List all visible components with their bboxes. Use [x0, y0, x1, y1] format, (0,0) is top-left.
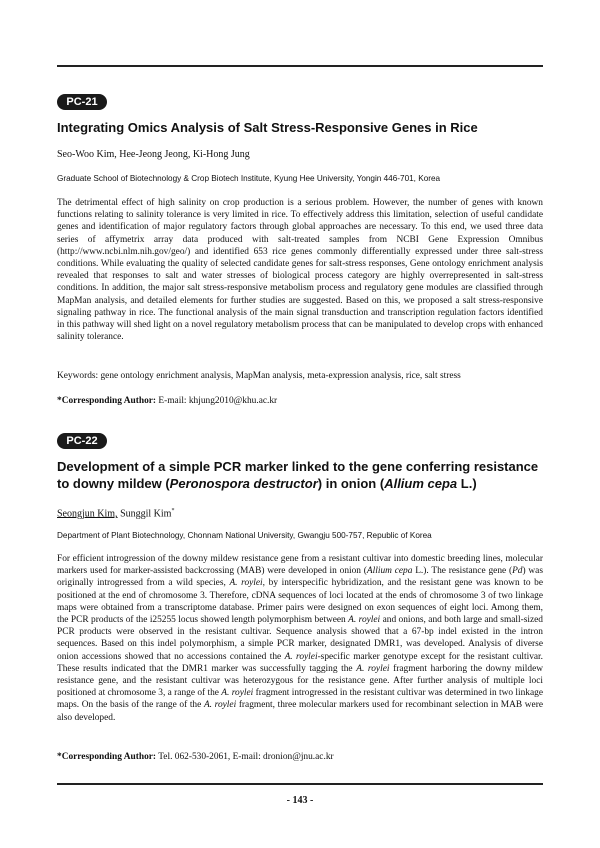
- corresponding-contact: Tel. 062-530-2061, E-mail: dronion@jnu.ac.kr: [156, 752, 334, 762]
- title-italic: Peronospora destructor: [169, 476, 318, 491]
- entry-abstract: The detrimental effect of high salinity on crop production is a serious problem. However, the number of genes with known functions relating to salinity tolerance is very limited in rice. To effectively address this limitation, selection of useful candidate genes and identification of major regulatory factors through global approaches are necessary. To this end, we used three data series of affymetrix array data produced with salt-treated samples from NCBI Gene Expression Omnibus (http://www.ncbi.nlm.nih.gov/geo/) and identified 653 rice genes commonly differentially expressed under three salt-stress conditions. While evaluating the quality of selected candidate genes for salt-stress responses, Gene ontology enrichment analysis revealed that responses to salt and water stresses of biological process category are highly overrepresented in salt-stress conditions. In addition, the major salt stress-responsive metabolism process and regulatory gene modules are classified through MapMan analysis, and detailed elements for further studies are suggested. Based on this, we proposed a salt stress-responsive signaling pathway in rice. The functional analysis of the main signal transduction and transcription regulation factors identified in this pathway will shed light on a novel regulatory metabolism process that can be manipulated to develop crops with enhanced salinity tolerance.: [57, 198, 543, 343]
- corresponding-author: [57, 751, 543, 763]
- abstract-text: For efficient introgression of the downy mildew resistance gene from a resistant cultivar into domestic breeding lines, molecular markers used for marker-assisted backcrossing (MAB) were developed in onion (: [57, 554, 543, 577]
- entry-keywords: Keywords: gene ontology enrichment analysis, MapMan analysis, meta-expression analysis, rice, salt stress: [57, 371, 461, 381]
- abstract-text: L.). The resistance gene (: [412, 566, 513, 577]
- abstract-text: fragment introgressed in the resistant cultivar was determined in two linkage maps. On the basis of the range of the: [57, 688, 544, 711]
- author-mark: *: [171, 508, 175, 514]
- page-number: - 143 -: [286, 795, 314, 806]
- entry-abstract: [57, 553, 543, 724]
- title-part: L.): [457, 476, 477, 491]
- abstract-text: fragment, three molecular markers used for recombinant selection in MAB were also developed.: [57, 700, 543, 723]
- co-author: Sunggil Kim: [117, 508, 172, 520]
- abstract-text: -specific marker genotype except for the resistant cultivar. These results indicated that the DMR1 marker was successfully tagging the: [57, 651, 544, 674]
- title-italic: Allium cepa: [384, 476, 458, 491]
- abstract-text: and onions, and both large and small-sized PCR products were observed in the resistant cultivar. Sequence analysis showed that a 67-bp indel existed in the intron sequences. Based on this indel polymorphism, a simple PCR marker, designated DMR1, was developed. Analysis of diverse onion accessions showed that no accessions contained the: [57, 615, 543, 662]
- abstract-italic: A. roylei: [348, 615, 381, 626]
- abstract-text: , by interspecific hybridization, and the resistant gene was known to be positioned at the end of chromosome 3. Therefore, cDNA sequences of loci located at the ends of chromosome 3 of two linkage maps were obtained from a transcriptome database. Primer pairs were designed on exon sequences of eight loci. Among them, the PCR products of the i25255 locus showed length polymorphism between: [57, 578, 544, 626]
- top-rule: [57, 65, 543, 67]
- abstract-italic: Allium cepa: [366, 566, 413, 577]
- entry-affiliation: Graduate School of Biotechnology & Crop Biotech Institute, Kyung Hee University, Yongin 446-701, Korea: [57, 174, 441, 183]
- abstract-text: fragment harboring the downy mildew resistance gene, and the resistant cultivar was heterozygous for the resistance gene. After further analysis of multiple loci positioned at chromosome 3, a range of the: [57, 663, 543, 699]
- entry-authors: Seo-Woo Kim, Hee-Jeong Jeong, Ki-Hong Jung: [57, 149, 250, 160]
- corresponding-label: *Corresponding Author:: [57, 396, 157, 406]
- entry-title: [57, 458, 543, 492]
- abstract-italic: Pd: [512, 566, 523, 577]
- presenting-author: Seongjun Kim,: [57, 508, 118, 520]
- corresponding-author: [57, 395, 543, 407]
- entry-code-badge: PC-22: [57, 433, 107, 449]
- title-part: ) in onion (: [317, 476, 385, 491]
- abstract-italic: A. roylei: [229, 578, 263, 589]
- abstract-italic: A. roylei: [284, 651, 318, 662]
- corresponding-label: *Corresponding Author:: [57, 752, 157, 762]
- entry-title: Integrating Omics Analysis of Salt Stress-Responsive Genes in Rice: [57, 120, 478, 135]
- abstract-italic: A. roylei: [203, 700, 237, 711]
- entry-authors: [57, 505, 174, 520]
- title-part: Development of a simple PCR marker linked to the gene conferring resistance to downy mildew (: [57, 459, 539, 491]
- abstract-text: ) was originally introgressed from a wild species,: [57, 566, 543, 589]
- bottom-rule: [57, 783, 543, 785]
- corresponding-email: E-mail: khjung2010@khu.ac.kr: [156, 396, 278, 406]
- entry-code-badge: PC-21: [57, 94, 107, 110]
- abstract-italic: A. roylei: [221, 688, 254, 699]
- entry-affiliation: Department of Plant Biotechnology, Chonnam National University, Gwangju 500-757, Republic of Korea: [57, 531, 432, 540]
- abstract-italic: A. roylei: [356, 663, 390, 674]
